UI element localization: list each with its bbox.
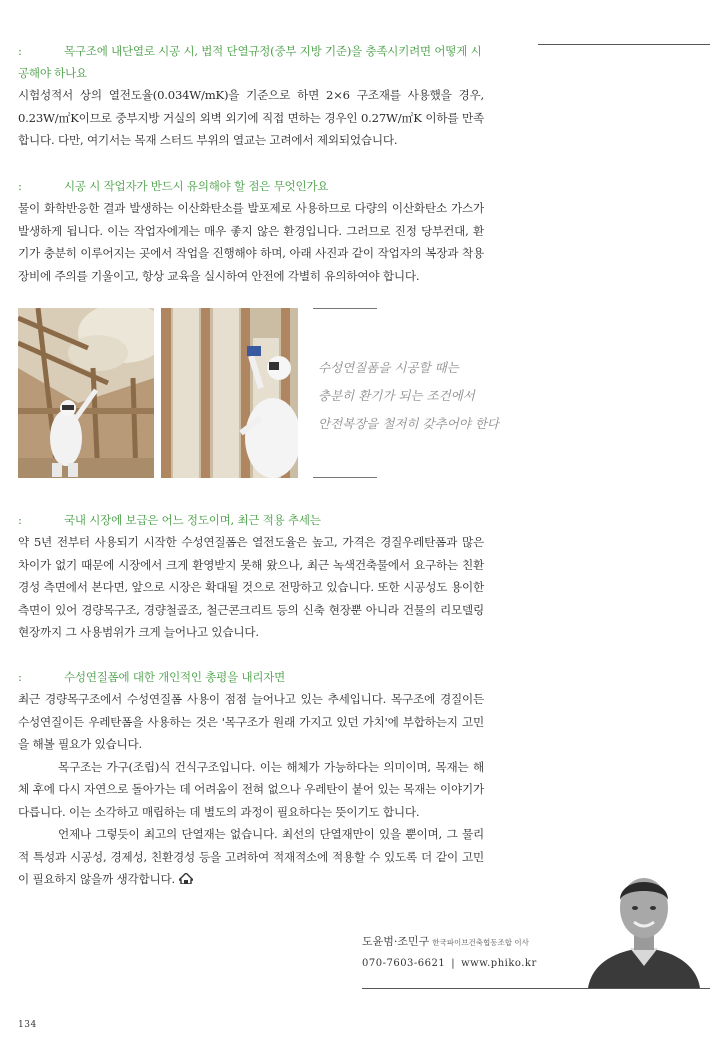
photo-spray-wall xyxy=(161,308,298,478)
question-marker: : xyxy=(18,179,22,193)
author-name: 도윤범·조민구 한국파이브건축협동조합 이사 xyxy=(362,935,529,948)
question-text: 목구조에 내단열로 시공 시, 법적 단열규정(중부 지방 기준)을 충족시키려면 어떻게 시공해야 하나요 xyxy=(18,44,482,80)
question-text: 국내 시장에 보급은 어느 정도이며, 최근 적용 추세는 xyxy=(64,513,321,527)
answer-paragraph: 약 5년 전부터 사용되기 시작한 수성연질폼은 열전도율은 높고, 가격은 경질우레탄폼과 많은 차이가 없기 때문에 시장에서 크게 환영받지 못해 왔으나, 최근 녹색건축물에서 요구하는 친환경성 측면에서 본다면, 앞으로 시장은 확대될 것으로 전망하고 있습니다. 또한 시공성도 용이한 측면이 있어 경량목구조, 경량철골조, 철근콘크리트 등의 신축 현장뿐 아니라 건물의 리모델링 현장까지 그 사용범위가 크게 늘어나고 있습니다. xyxy=(18,535,484,639)
caption-rule-bottom xyxy=(313,477,377,478)
author-role: 한국파이브건축협동조합 이사 xyxy=(432,938,529,947)
question-4 xyxy=(18,666,484,688)
answer-paragraph: 물이 화학반응한 결과 발생하는 이산화탄소를 발포제로 사용하므로 다량의 이산화탄소 가스가 발생하게 됩니다. 이는 작업자에게는 매우 좋지 않은 환경입니다. 그러므로 진정 당부컨대, 환기가 충분히 이루어지는 곳에서 작업을 진행해야 하며, 아래 사진과 같이 작업자의 복장과 착용장비에 주의를 기울이고, 항상 교육을 실시하여 안전에 각별히 유의하여야 합니다. xyxy=(18,201,484,283)
contact-separator: | xyxy=(451,958,456,969)
question-2 xyxy=(18,175,484,197)
photo-spray-ceiling xyxy=(18,308,154,478)
author-portrait xyxy=(578,870,710,988)
caption-line: 안전복장을 철저히 갖추어야 한다 xyxy=(318,416,499,431)
question-1 xyxy=(18,40,484,84)
answer-paragraph: 목구조는 가구(조립)식 건식구조입니다. 이는 해체가 가능하다는 의미이며, 목재는 해체 후에 다시 자연으로 돌아가는 데 어려움이 전혀 없으나 우레탄이 붙어 있는 목재는 이야기가 다릅니다. 이는 소각하고 매립하는 데 별도의 과정이 필요하다는 뜻이기도 합니다. xyxy=(18,759,484,819)
house-icon xyxy=(179,869,193,880)
caption-line: 수성연질폼을 시공할 때는 xyxy=(318,360,459,375)
qa-section-1 xyxy=(18,40,484,152)
answer-paragraph: 언제나 그렇듯이 최고의 단열재는 없습니다. 최선의 단열재만이 있을 뿐이며, 그 물리적 특성과 시공성, 경제성, 친환경성 등을 고려하여 적재적소에 적용할 수 있도록 더 같이 고민이 필요하지 않을까 생각합니다. xyxy=(18,827,484,886)
question-3 xyxy=(18,509,484,531)
author-contact xyxy=(362,958,537,969)
caption-rule-top xyxy=(313,308,377,309)
answer-4 xyxy=(18,688,484,891)
answer-paragraph: 시험성적서 상의 열전도율(0.034W/mK)을 기준으로 하면 2×6 구조재를 사용했을 경우, 0.23W/㎡K이므로 중부지방 거실의 외벽 외기에 직접 면하는 경우인 0.27W/㎡K 이하를 만족합니다. 다만, 여기서는 목재 스터드 부위의 열교는 고려에서 제외되었습니다. xyxy=(18,88,484,147)
question-marker: : xyxy=(18,513,22,527)
caption-line: 충분히 환기가 되는 조건에서 xyxy=(318,388,475,403)
qa-section-3 xyxy=(18,509,484,644)
bottom-rule xyxy=(362,988,710,989)
question-text: 수성연질폼에 대한 개인적인 총평을 내리자면 xyxy=(64,670,286,684)
answer-2 xyxy=(18,197,484,287)
qa-section-2 xyxy=(18,175,484,287)
author-website-link[interactable]: www.phiko.kr xyxy=(461,958,537,969)
question-marker: : xyxy=(18,44,22,58)
question-marker: : xyxy=(18,670,22,684)
top-rule xyxy=(538,44,710,45)
qa-section-4 xyxy=(18,666,484,891)
answer-3 xyxy=(18,531,484,644)
page-number: 134 xyxy=(18,1020,37,1030)
answer-1 xyxy=(18,84,484,152)
question-text: 시공 시 작업자가 반드시 유의해야 할 점은 무엇인가요 xyxy=(64,179,329,193)
author-phone: 070-7603-6621 xyxy=(362,958,446,969)
answer-paragraph: 최근 경량목구조에서 수성연질폼 사용이 점점 늘어나고 있는 추세입니다. 목구조에 경질이든 수성연질이든 우레탄폼을 사용하는 것은 '목구조가 원래 가지고 있던 가치'에 부합하는지 고민을 해볼 필요가 있습니다. xyxy=(18,692,484,751)
photo-caption xyxy=(318,354,518,438)
